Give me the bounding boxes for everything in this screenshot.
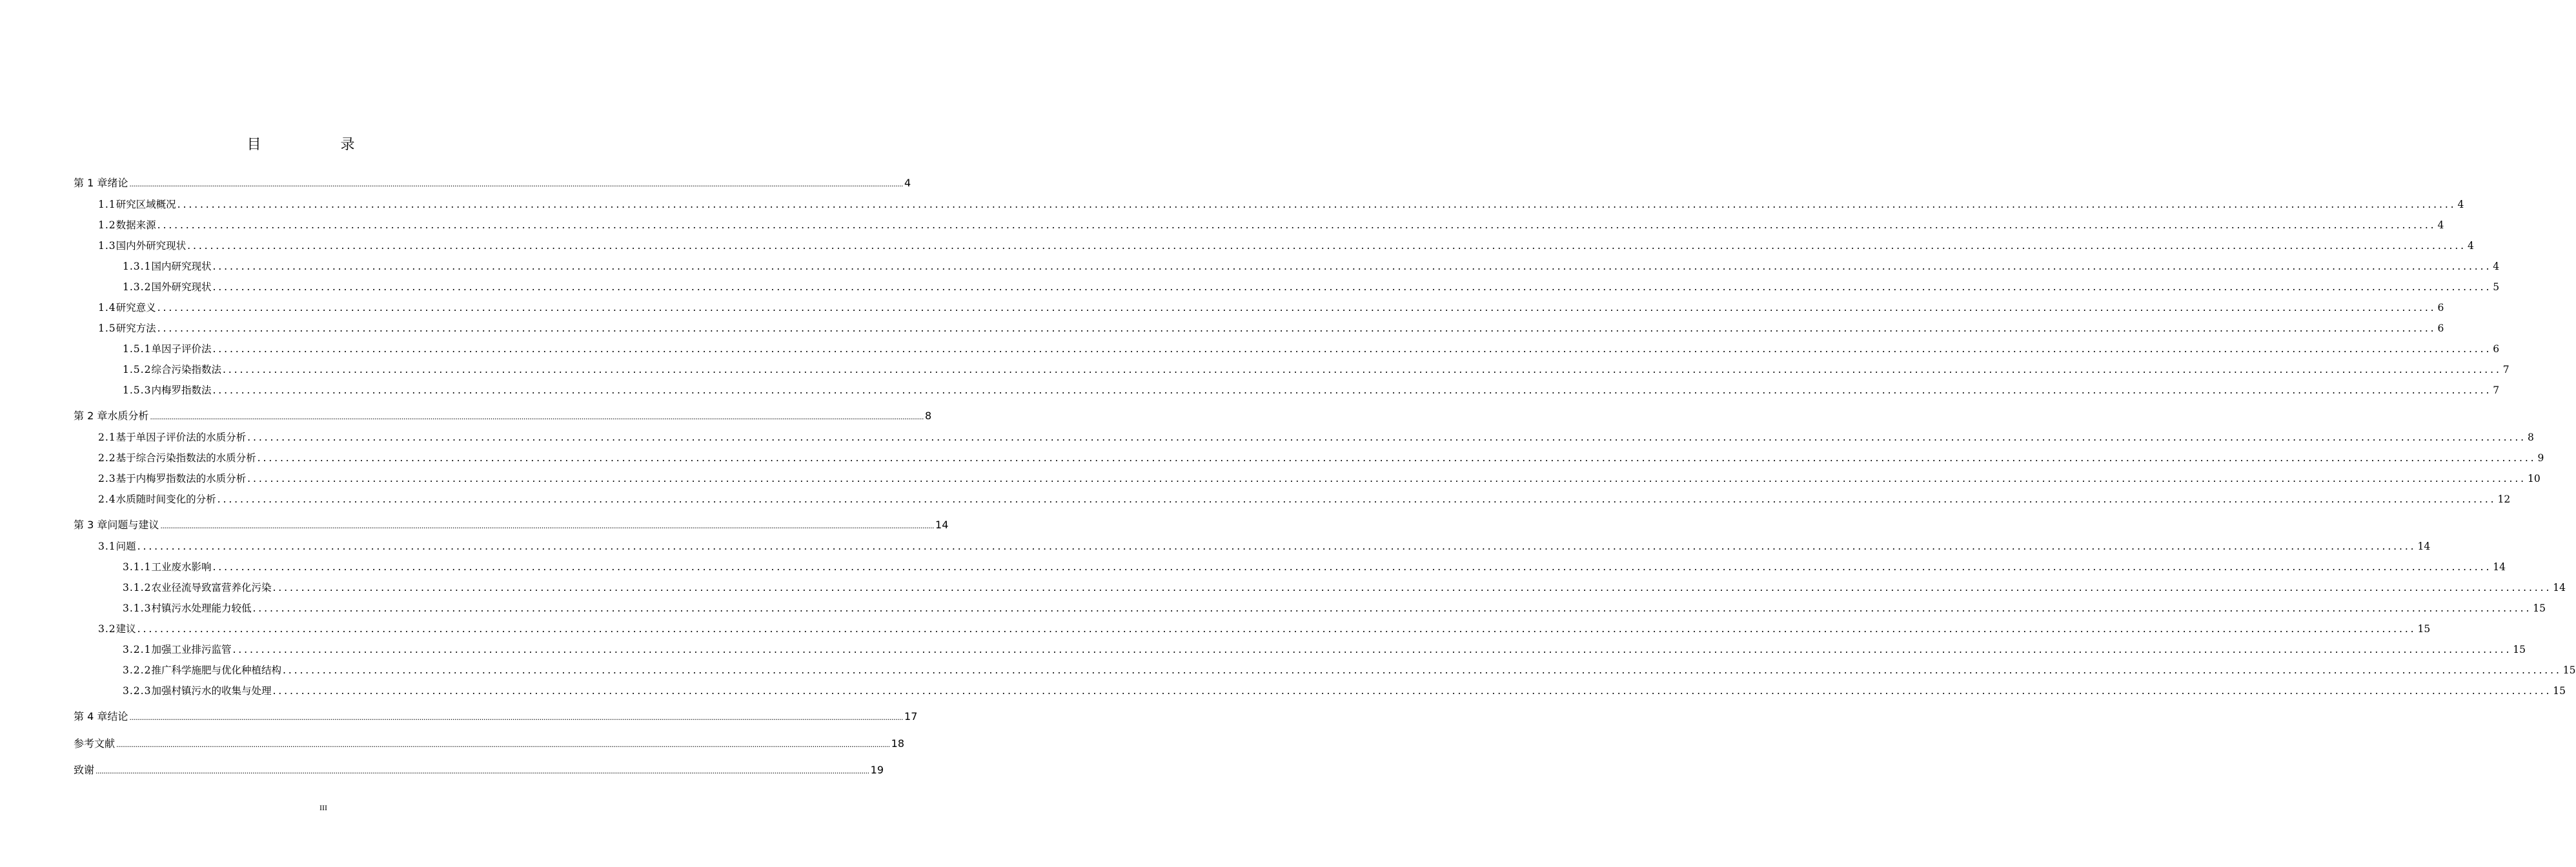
toc-dot-leader: ................................................................................................................................................................................................................................................................................................................................................................................................................ — [150, 413, 924, 421]
toc-entry[interactable] — [98, 197, 2464, 212]
toc-entry-number: 3.1 — [98, 541, 116, 552]
toc-entry-page: 15 — [2417, 623, 2431, 635]
toc-entry[interactable] — [123, 383, 2500, 397]
toc-entry[interactable] — [74, 409, 932, 423]
toc-entry[interactable] — [98, 492, 2511, 506]
toc-entry-title: 致谢 — [74, 764, 95, 776]
toc-entry-title: 绪论 — [107, 177, 128, 189]
toc-entry-title: 水质分析 — [107, 410, 149, 422]
toc-entry-number: 1.5.3 — [123, 384, 152, 396]
toc-entry-title: 数据来源 — [116, 219, 156, 231]
toc-dot-leader: ................................................................................................................................................................................................................................................................................................................................................................................................................ — [129, 180, 904, 188]
toc-entry-page: 18 — [891, 737, 905, 750]
toc-entry[interactable] — [74, 518, 949, 532]
toc-dot-leader: ................................................................................................................................................................................................................................................................................................................................................................................................................ — [157, 302, 2437, 314]
toc-entry-page: 10 — [2527, 473, 2541, 484]
toc-entry-title: 参考文献 — [74, 737, 116, 750]
toc-entry-number: 1.5.2 — [123, 364, 152, 375]
toc-entry-page: 7 — [2493, 384, 2500, 396]
toc-entry-number: 3.2.3 — [123, 685, 152, 697]
toc-entry-title: 研究方法 — [116, 323, 156, 334]
toc-entry[interactable] — [123, 663, 2576, 677]
toc-dot-leader: ................................................................................................................................................................................................................................................................................................................................................................................................................ — [247, 473, 2526, 484]
toc-entry-number: 1.5.1 — [123, 343, 152, 355]
toc-entry-number: 1.5 — [98, 323, 116, 334]
toc-dot-leader: ................................................................................................................................................................................................................................................................................................................................................................................................................ — [96, 767, 869, 775]
toc-entry-title: 研究区域概况 — [116, 199, 176, 210]
toc-entry-title: 加强工业排污监管 — [151, 644, 232, 655]
toc-entry-number: 1.1 — [98, 199, 116, 210]
toc-entry-page: 4 — [2457, 199, 2464, 210]
toc-entry[interactable] — [123, 601, 2546, 615]
toc-entry-number: 2.1 — [98, 432, 116, 443]
toc-entry[interactable] — [98, 539, 2431, 553]
toc-dot-leader: ................................................................................................................................................................................................................................................................................................................................................................................................................ — [129, 713, 904, 722]
toc-entry-page: 6 — [2437, 302, 2444, 314]
toc-dot-leader: ................................................................................................................................................................................................................................................................................................................................................................................................................ — [252, 603, 2532, 614]
toc-entry-page: 7 — [2502, 364, 2510, 375]
toc-entry[interactable] — [123, 363, 2510, 377]
toc-entry[interactable] — [98, 218, 2444, 232]
toc-entry[interactable] — [98, 301, 2444, 315]
toc-dot-leader: ................................................................................................................................................................................................................................................................................................................................................................................................................ — [116, 741, 890, 749]
toc-entry-page: 15 — [2562, 664, 2576, 676]
toc-dot-leader: ................................................................................................................................................................................................................................................................................................................................................................................................................ — [160, 522, 935, 530]
toc-entry-title: 综合污染指数法 — [151, 364, 221, 375]
toc-dot-leader: ................................................................................................................................................................................................................................................................................................................................................................................................................ — [217, 493, 2497, 505]
toc-entry[interactable] — [123, 581, 2566, 595]
toc-dot-leader: ................................................................................................................................................................................................................................................................................................................................................................................................................ — [282, 664, 2562, 676]
toc-entry[interactable] — [98, 451, 2544, 465]
toc-entry-number: 1.4 — [98, 302, 116, 314]
toc-entry[interactable] — [123, 560, 2506, 574]
toc-entry[interactable] — [74, 710, 918, 724]
toc-entry[interactable] — [123, 280, 2500, 294]
toc-entry-number: 3.2 — [98, 623, 116, 635]
toc-dot-leader: ................................................................................................................................................................................................................................................................................................................................................................................................................ — [212, 261, 2492, 272]
toc-entry-number: 1.3 — [98, 240, 116, 252]
toc-entry-page: 14 — [2493, 561, 2506, 573]
toc-dot-leader: ................................................................................................................................................................................................................................................................................................................................................................................................................ — [157, 219, 2437, 231]
toc-entry[interactable] — [98, 430, 2534, 444]
toc-entry-number: 3.2.2 — [123, 664, 152, 676]
toc-entry-number: 第 2 章 — [74, 410, 108, 422]
toc-dot-leader: ................................................................................................................................................................................................................................................................................................................................................................................................................ — [257, 452, 2537, 464]
toc-entry-page: 6 — [2493, 343, 2500, 355]
toc-entry-page: 4 — [2493, 261, 2500, 272]
toc-entry-number: 3.2.1 — [123, 644, 152, 655]
toc-entry-title: 研究意义 — [116, 302, 156, 314]
toc-entry-page: 12 — [2497, 493, 2511, 505]
toc-entry-number: 第 1 章 — [74, 177, 108, 189]
toc-dot-leader: ................................................................................................................................................................................................................................................................................................................................................................................................................ — [232, 644, 2512, 655]
toc-entry-title: 基于综合污染指数法的水质分析 — [116, 452, 256, 464]
toc-entry-page: 17 — [904, 710, 918, 722]
toc-entry[interactable] — [123, 259, 2500, 274]
toc-entry-page: 15 — [2533, 603, 2546, 614]
toc-dot-leader: ................................................................................................................................................................................................................................................................................................................................................................................................................ — [272, 685, 2552, 697]
page-number-footer: III — [319, 803, 327, 812]
toc-dot-leader: ................................................................................................................................................................................................................................................................................................................................................................................................................ — [137, 623, 2417, 635]
toc-entry-page: 19 — [870, 764, 884, 776]
toc-dot-leader: ................................................................................................................................................................................................................................................................................................................................................................................................................ — [247, 432, 2526, 443]
toc-entry-page: 8 — [2527, 432, 2534, 443]
toc-entry-title: 国内研究现状 — [151, 261, 212, 272]
toc-entry-number: 3.1.2 — [123, 582, 152, 593]
toc-dot-leader: ................................................................................................................................................................................................................................................................................................................................................................................................................ — [212, 343, 2492, 355]
toc-entry-page: 8 — [925, 410, 932, 422]
toc-entry[interactable] — [98, 239, 2474, 253]
toc-dot-leader: ................................................................................................................................................................................................................................................................................................................................................................................................................ — [222, 364, 2502, 375]
toc-dot-leader: ................................................................................................................................................................................................................................................................................................................................................................................................................ — [187, 240, 2466, 252]
toc-entry-title: 推广科学施肥与优化种植结构 — [151, 664, 281, 676]
toc-entry-page: 9 — [2537, 452, 2544, 464]
toc-dot-leader: ................................................................................................................................................................................................................................................................................................................................................................................................................ — [137, 541, 2417, 552]
toc-entry-title: 基于内梅罗指数法的水质分析 — [116, 473, 247, 484]
toc-entry-page: 14 — [935, 519, 949, 531]
toc-entry-title: 村镇污水处理能力较低 — [151, 603, 252, 614]
toc-dot-leader: ................................................................................................................................................................................................................................................................................................................................................................................................................ — [212, 561, 2492, 573]
toc-entry[interactable] — [98, 321, 2444, 335]
toc-entry-number: 第 3 章 — [74, 519, 108, 531]
toc-dot-leader: ................................................................................................................................................................................................................................................................................................................................................................................................................ — [272, 582, 2552, 593]
toc-entry[interactable] — [123, 684, 2566, 698]
toc-entry-number: 第 4 章 — [74, 710, 108, 722]
toc-dot-leader: ................................................................................................................................................................................................................................................................................................................................................................................................................ — [177, 199, 2457, 210]
toc-entry-title: 问题与建议 — [107, 519, 159, 531]
toc-entry[interactable] — [74, 737, 905, 751]
toc-entry-title: 内梅罗指数法 — [151, 384, 212, 396]
toc-entry[interactable] — [98, 622, 2431, 636]
toc-entry-page: 4 — [2467, 240, 2474, 252]
toc-entry-title: 国内外研究现状 — [116, 240, 187, 252]
toc-entry-title: 工业废水影响 — [151, 561, 212, 573]
toc-entry-title: 结论 — [107, 710, 128, 722]
toc-entry-title: 国外研究现状 — [151, 281, 212, 293]
toc-entry-page: 15 — [2553, 685, 2566, 697]
toc-entry-number: 2.2 — [98, 452, 116, 464]
toc-entry-number: 3.1.3 — [123, 603, 152, 614]
toc-entry-page: 4 — [2437, 219, 2444, 231]
toc-entry-page: 14 — [2553, 582, 2566, 593]
toc-entry-number: 2.4 — [98, 493, 116, 505]
toc-entry-page: 4 — [904, 177, 911, 189]
toc-dot-leader: ................................................................................................................................................................................................................................................................................................................................................................................................................ — [157, 323, 2437, 334]
toc-entry[interactable] — [74, 176, 911, 190]
toc-entry-page: 15 — [2513, 644, 2526, 655]
toc-entry-title: 加强村镇污水的收集与处理 — [151, 685, 272, 697]
toc-entry[interactable] — [123, 342, 2500, 356]
toc-entry[interactable] — [123, 643, 2526, 657]
page-title: 目 录 — [247, 137, 392, 153]
toc-entry[interactable] — [98, 472, 2541, 486]
toc-entry-number: 2.3 — [98, 473, 116, 484]
toc-entry-title: 农业径流导致富营养化污染 — [151, 582, 272, 593]
toc-entry-page: 6 — [2437, 323, 2444, 334]
toc-entry-number: 3.1.1 — [123, 561, 152, 573]
toc-entry-title: 建议 — [116, 623, 136, 635]
toc-entry-number: 1.2 — [98, 219, 116, 231]
toc-entry-title: 单因子评价法 — [151, 343, 212, 355]
toc-entry[interactable] — [74, 763, 884, 777]
toc-entry-page: 14 — [2417, 541, 2431, 552]
toc-entry-title: 水质随时间变化的分析 — [116, 493, 216, 505]
toc-entry-title: 基于单因子评价法的水质分析 — [116, 432, 247, 443]
toc-entry-title: 问题 — [116, 541, 136, 552]
toc-entry-number: 1.3.1 — [123, 261, 152, 272]
toc-entry-page: 5 — [2493, 281, 2500, 293]
toc-dot-leader: ................................................................................................................................................................................................................................................................................................................................................................................................................ — [212, 281, 2492, 293]
toc-dot-leader: ................................................................................................................................................................................................................................................................................................................................................................................................................ — [212, 384, 2492, 396]
toc-entry-number: 1.3.2 — [123, 281, 152, 293]
